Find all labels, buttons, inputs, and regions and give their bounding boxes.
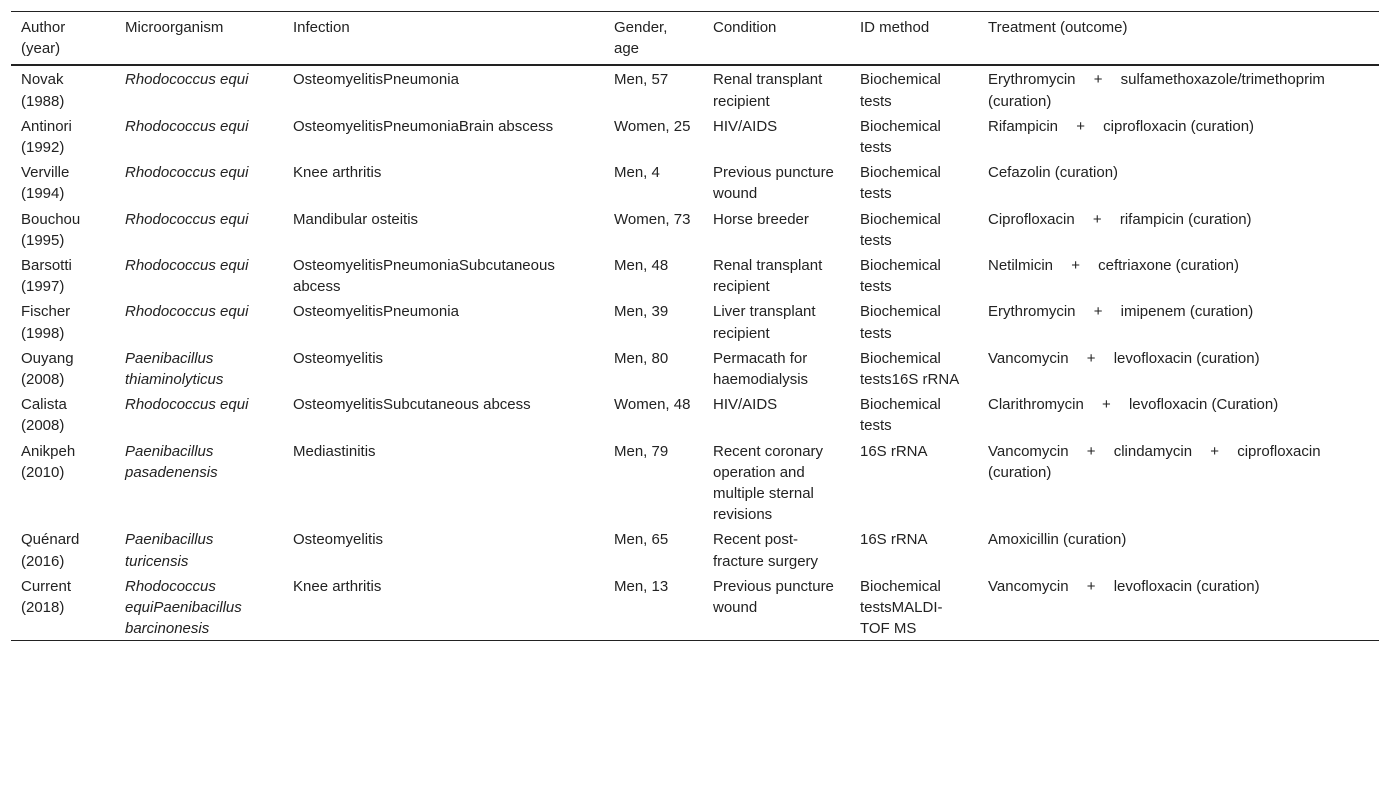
cell-condition: Recent coronary operation and multiple sternal revisions [713, 442, 824, 524]
header-infection: Infection [293, 19, 350, 36]
cell-condition: Recent post-fracture surgery [713, 531, 819, 570]
cell-infection: Osteomyelitis [293, 349, 384, 367]
table-header [11, 12, 1379, 66]
cell-id-method: Biochemical tests [860, 303, 941, 342]
cell-gender-age: Women, 25 [614, 117, 691, 135]
treatment-drug: Erythromycin [988, 303, 1076, 321]
treatment-drug: Amoxicillin (curation) [988, 531, 1127, 549]
case-table [11, 11, 1379, 641]
cell-treatment [978, 206, 1379, 252]
cell-id-method: Biochemical tests [860, 210, 941, 249]
cell-author: Bouchou (1995) [21, 210, 81, 249]
plus-sign: + [1086, 349, 1096, 367]
cell-gender-age: Women, 48 [614, 396, 691, 414]
cell-id-method: Biochemical tests16S rRNA [860, 349, 960, 389]
cell-id-method: Biochemical tests [860, 71, 941, 110]
cell-treatment [978, 573, 1379, 641]
cell-microorganism: Paenibacillus thiaminolyticus [125, 349, 224, 389]
cell-infection: OsteomyelitisPneumonia [293, 71, 459, 89]
cell-author: Novak (1988) [21, 71, 65, 110]
cell-gender-age: Men, 48 [614, 257, 669, 275]
treatment-drug: sulfamethoxazole/trimethoprim (curation) [988, 71, 1325, 110]
cell-gender-age: Men, 65 [614, 531, 669, 549]
plus-sign: + [1210, 442, 1220, 460]
cell-treatment [978, 345, 1379, 391]
header-author: Author (year) [21, 19, 66, 58]
cell-microorganism: Rhodococcus equiPaenibacillus barcinonesis [125, 577, 242, 638]
treatment-drug: levofloxacin (curation) [1113, 577, 1260, 595]
table-row [11, 298, 1379, 344]
cell-id-method: 16S rRNA [860, 442, 928, 460]
treatment-drug: Vancomycin [988, 349, 1069, 367]
cell-author: Quénard (2016) [21, 531, 80, 570]
cell-gender-age: Men, 13 [614, 577, 669, 595]
cell-condition: Previous puncture wound [713, 577, 834, 617]
cell-condition: HIV/AIDS [713, 396, 778, 414]
cell-author: Antinori (1992) [21, 117, 72, 157]
cell-treatment [978, 298, 1379, 344]
plus-sign: + [1093, 303, 1103, 321]
treatment-drug: rifampicin (curation) [1119, 210, 1252, 228]
treatment-drug: ciprofloxacin (curation) [1103, 117, 1255, 135]
cell-gender-age: Men, 80 [614, 349, 669, 367]
plus-sign: + [1086, 577, 1096, 595]
table-row [11, 252, 1379, 298]
plus-sign: + [1102, 396, 1111, 414]
table-row [11, 573, 1379, 641]
plus-sign: + [1071, 257, 1080, 275]
treatment-drug: levofloxacin (curation) [1113, 349, 1260, 367]
cell-id-method: Biochemical tests [860, 117, 941, 157]
table-body [11, 65, 1379, 641]
treatment-drug: Ciprofloxacin [988, 210, 1075, 228]
cell-treatment [978, 526, 1379, 572]
cell-microorganism: Rhodococcus equi [125, 210, 249, 228]
cell-author: Current (2018) [21, 577, 72, 617]
cell-infection: Knee arthritis [293, 577, 382, 595]
cell-treatment [978, 252, 1379, 298]
cell-id-method: 16S rRNA [860, 531, 928, 549]
cell-id-method: Biochemical tests [860, 257, 941, 296]
treatment-drug: Erythromycin [988, 71, 1076, 89]
header-treatment: Treatment (outcome) [988, 19, 1128, 36]
cell-treatment [978, 391, 1379, 437]
treatment-drug: Vancomycin [988, 442, 1069, 460]
treatment-drug: ceftriaxone (curation) [1098, 257, 1240, 275]
table-row [11, 206, 1379, 252]
treatment-drug: clindamycin [1113, 442, 1193, 460]
treatment-drug: Cefazolin (curation) [988, 164, 1119, 182]
cell-infection: Mandibular osteitis [293, 210, 419, 228]
cell-treatment [978, 65, 1379, 112]
treatment-drug: levofloxacin (Curation) [1128, 396, 1279, 414]
header-condition: Condition [713, 19, 777, 36]
cell-condition: HIV/AIDS [713, 117, 778, 135]
cell-id-method: Biochemical tests [860, 164, 941, 203]
cell-gender-age: Men, 57 [614, 71, 669, 89]
header-microorganism: Microorganism [125, 19, 224, 36]
cell-microorganism: Rhodococcus equi [125, 396, 249, 414]
header-id-method: ID method [860, 19, 930, 36]
cell-gender-age: Women, 73 [614, 210, 691, 228]
treatment-drug: imipenem (curation) [1120, 303, 1254, 321]
plus-sign: + [1093, 71, 1103, 89]
cell-microorganism: Paenibacillus turicensis [125, 531, 214, 570]
cell-author: Barsotti (1997) [21, 257, 72, 296]
cell-condition: Liver transplant recipient [713, 303, 816, 342]
header-gender-age: Gender, age [614, 19, 668, 58]
cell-treatment [978, 113, 1379, 159]
cell-microorganism: Paenibacillus pasadenensis [125, 442, 218, 481]
cell-author: Calista (2008) [21, 396, 67, 435]
table-row [11, 113, 1379, 159]
cell-gender-age: Men, 4 [614, 164, 660, 182]
plus-sign: + [1092, 210, 1102, 228]
cell-infection: Knee arthritis [293, 164, 382, 182]
cell-microorganism: Rhodococcus equi [125, 257, 249, 275]
cell-id-method: Biochemical tests [860, 396, 941, 435]
cell-treatment [978, 438, 1379, 527]
cell-author: Fischer (1998) [21, 303, 71, 342]
cell-treatment [978, 159, 1379, 205]
table-row [11, 526, 1379, 572]
cell-microorganism: Rhodococcus equi [125, 303, 249, 321]
cell-condition: Permacath for haemodialysis [713, 349, 809, 389]
treatment-drug: Rifampicin [988, 117, 1059, 135]
cell-infection: OsteomyelitisPneumonia [293, 303, 459, 321]
cell-gender-age: Men, 79 [614, 442, 669, 460]
table-row [11, 65, 1379, 112]
cell-infection: Mediastinitis [293, 442, 376, 460]
cell-condition: Renal transplant recipient [713, 257, 823, 296]
cell-author: Ouyang (2008) [21, 349, 74, 389]
treatment-drug: ciprofloxacin (curation) [988, 442, 1321, 481]
cell-condition: Horse breeder [713, 210, 809, 228]
cell-id-method: Biochemical testsMALDI-TOF MS [860, 577, 943, 638]
cell-condition: Previous puncture wound [713, 164, 834, 203]
cell-microorganism: Rhodococcus equi [125, 71, 249, 89]
table-row [11, 345, 1379, 391]
table-row [11, 391, 1379, 437]
cell-infection: OsteomyelitisPneumoniaSubcutaneous abcess [293, 257, 555, 296]
table-row [11, 438, 1379, 527]
cell-gender-age: Men, 39 [614, 303, 669, 321]
header-row [11, 12, 1379, 66]
cell-condition: Renal transplant recipient [713, 71, 823, 110]
treatment-drug: Vancomycin [988, 577, 1069, 595]
treatment-drug: Netilmicin [988, 257, 1054, 275]
plus-sign: + [1086, 442, 1096, 460]
case-table-container [11, 11, 1379, 641]
cell-microorganism: Rhodococcus equi [125, 117, 249, 135]
cell-author: Verville (1994) [21, 164, 70, 203]
table-row [11, 159, 1379, 205]
cell-microorganism: Rhodococcus equi [125, 164, 249, 182]
plus-sign: + [1076, 117, 1085, 135]
cell-infection: OsteomyelitisPneumoniaBrain abscess [293, 117, 554, 135]
cell-author: Anikpeh (2010) [21, 442, 76, 481]
cell-infection: Osteomyelitis [293, 531, 384, 549]
treatment-drug: Clarithromycin [988, 396, 1084, 414]
cell-infection: OsteomyelitisSubcutaneous abcess [293, 396, 531, 414]
